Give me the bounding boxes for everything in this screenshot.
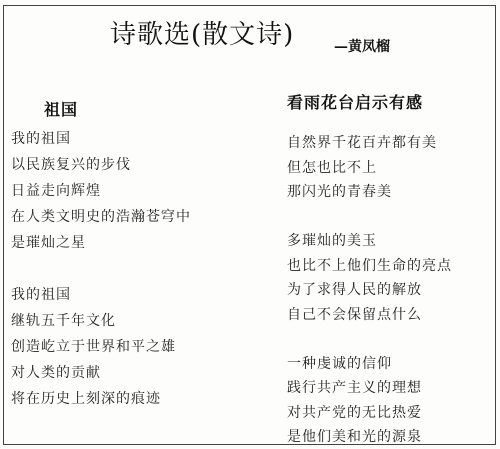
- poem-line: 我的祖国: [11, 131, 71, 147]
- poem-line: 是璀灿之星: [11, 235, 86, 251]
- poem-line: 自然界千花百卉都有美: [287, 135, 437, 151]
- poem-line: 以民族复兴的步伐: [11, 157, 131, 173]
- poem-line: 自己不会保留点什么: [287, 306, 422, 323]
- poem-line: 但怎也比不上: [287, 159, 377, 176]
- stanza-break: [287, 205, 452, 230]
- stanza-break: [11, 256, 191, 282]
- poem-body-yuhuatai: [287, 131, 452, 449]
- page-title: 诗歌选(散文诗): [110, 20, 295, 50]
- poem-line: 一种虔诚的信仰: [287, 355, 392, 372]
- poem-line: 那闪光的青春美: [287, 184, 392, 200]
- poem-line: 对人类的贡献: [11, 365, 101, 381]
- poem-line: 创造屹立于世界和平之雄: [11, 339, 176, 355]
- stanza-break: [287, 327, 452, 352]
- poem-line: 多璀灿的美玉: [287, 233, 377, 249]
- poem-line: 对共产党的无比热爱: [287, 404, 422, 421]
- poem-line: 践行共产主义的理想: [287, 380, 422, 396]
- poem-line: 将在历史上刻深的痕迹: [11, 391, 161, 407]
- poem-line: 是他们美和光的源泉: [287, 429, 422, 445]
- author-name: —黄凤榴: [334, 39, 390, 55]
- poem-title-motherland: 祖国: [44, 100, 79, 119]
- poem-body-motherland: [11, 126, 191, 412]
- poem-line: 为了求得人民的解放: [287, 282, 422, 298]
- poem-line: 也比不上他们生命的亮点: [287, 257, 452, 274]
- poem-line: 我的祖国: [11, 287, 71, 303]
- poem-title-yuhuatai: 看雨花台启示有感: [287, 93, 424, 112]
- poem-line: 继轨五千年文化: [11, 313, 116, 329]
- poem-line: 在人类文明史的浩瀚苍穹中: [11, 209, 191, 225]
- poem-line: 日益走向辉煌: [11, 183, 101, 199]
